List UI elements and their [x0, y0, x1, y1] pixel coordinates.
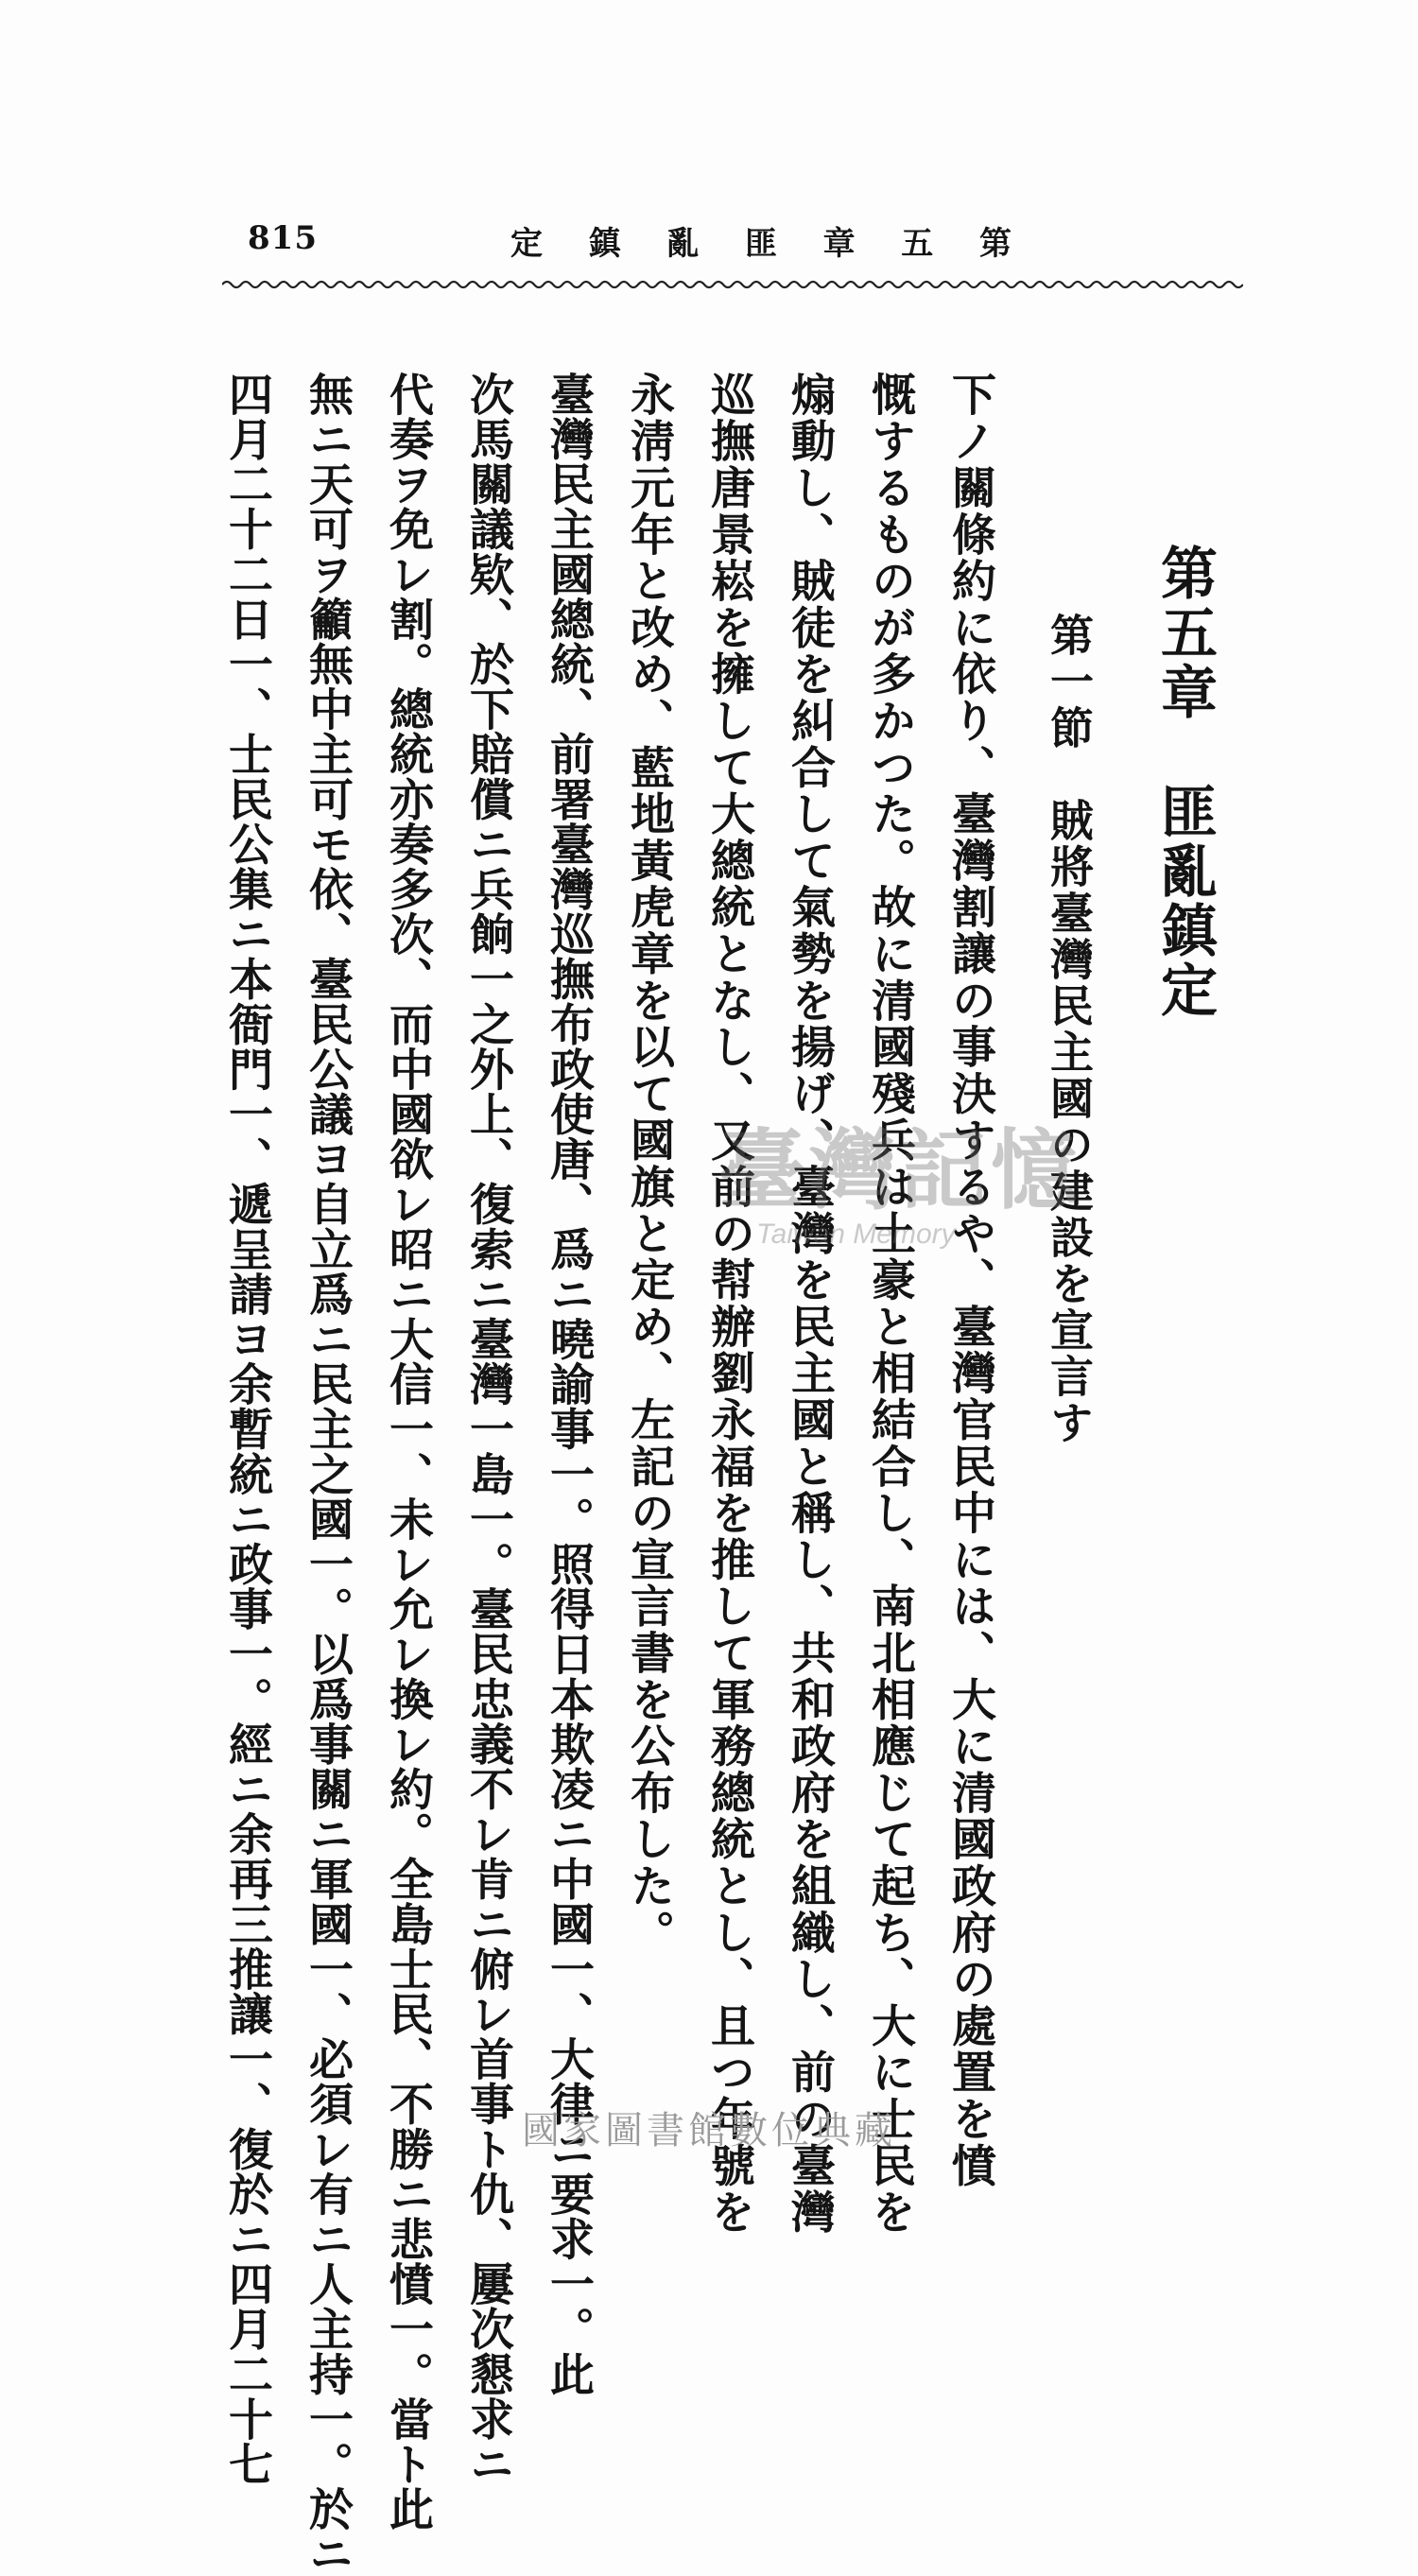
running-title-char: 亂 [666, 225, 700, 263]
body-column: 巡撫唐景崧を擁して大總統となし、又前の幇辦劉永福を推して軍務總統とし、且つ年號を [703, 372, 755, 2236]
body-column: 下ノ關條約に依り、臺灣割讓の事決するや、臺灣官民中には、大に清國政府の處置を憤 [944, 372, 996, 2189]
running-title-char: 匪 [744, 225, 777, 263]
quote-column: 四月二十二日一、士民公集ニ本衙門一、遞呈請ヨ余暫統ニ政事一。經ニ余再三推讓一、復於ニ四月二十七 [221, 372, 273, 2487]
watermark-title: 臺灣記憶 [718, 1119, 1082, 1221]
page-number: 815 [248, 219, 318, 257]
chapter-title: 第五章 匪亂鎮定 [1151, 544, 1218, 1020]
section-title: 第一節 賊將臺灣民主國の建設を宣言す [1044, 613, 1095, 1446]
watermark-subtitle: Taiwan Memory [756, 1219, 956, 1250]
watermark [718, 1101, 1081, 1251]
library-footer: 國家圖書館數位典藏 [522, 2109, 896, 2152]
running-title-char: 章 [822, 225, 856, 263]
running-title-char: 第 [978, 225, 1012, 263]
body-column: 慨するものが多かつた。故に清國殘兵は土豪と相結合し、南北相應じて起ち、大に士民を [864, 372, 916, 2236]
quote-column: 次馬關議欵、於下賠償ニ兵餉一之外上、復索ニ臺灣一島一。臺民忠義不レ肯ニ俯レ首事ト仇、屢次懇求ニ [462, 372, 514, 2487]
header-wavy-rule [222, 279, 1243, 290]
running-title [510, 217, 1012, 264]
running-title-char: 五 [901, 225, 934, 263]
quote-column: 代奏ヲ免レ割。總統亦奏多次、而中國欲レ昭ニ大信一、未レ允レ換レ約。全島士民、不勝ニ悲憤一。當ト此 [382, 372, 434, 2532]
running-title-char: 定 [510, 225, 543, 263]
body-column: 煽動し、賊徒を糾合して氣勢を揚げ、臺灣を民主國と稱し、共和政府を組織し、前の臺灣 [784, 372, 836, 2236]
quote-column: 無ニ天可ヲ籲無中主可モ依、臺民公議ヨ自立爲ニ民主之國一。以爲事關ニ軍國一、必須レ有ニ人主持一。於ニ [302, 372, 354, 2576]
running-title-char: 鎮 [588, 225, 621, 263]
body-column: 永淸元年と改め、藍地黃虎章を以て國旗と定め、左記の宣言書を公布した。 [623, 372, 675, 1957]
quote-column: 臺灣民主國總統、前署臺灣巡撫布政使唐、爲ニ曉諭事一。照得日本欺凌ニ中國一、大律ニ要求一。此 [543, 372, 595, 2396]
